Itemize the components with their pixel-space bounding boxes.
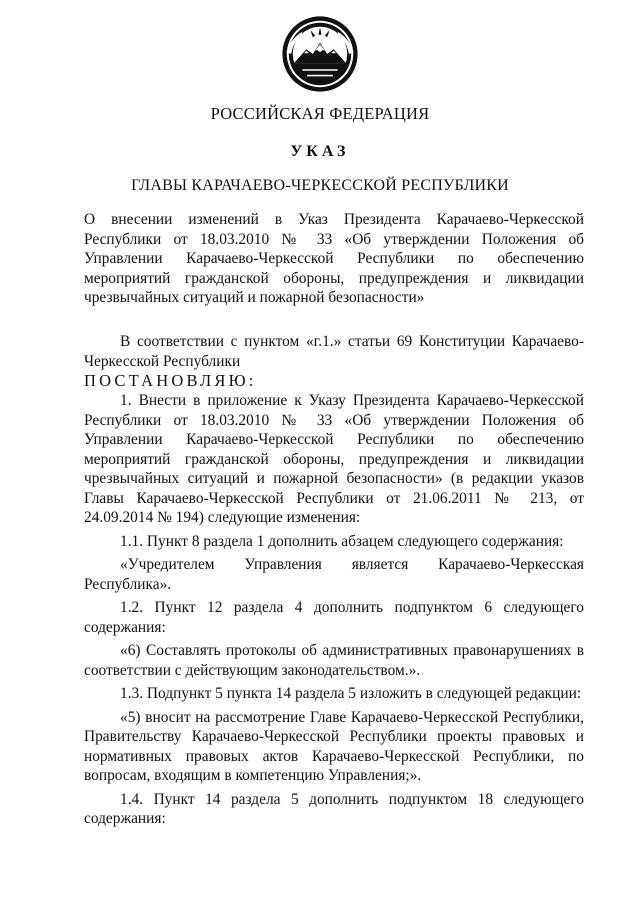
paragraph-1-3-text: «5) вносит на рассмотрение Главе Карачаево-Черкесской Республики, Правительству Карачаево-Черкесской Республики проекты правовых и нормативных правовых актов Карачаево-Черкесской Республики, по вопросам, входящим в компетенцию Управления;».	[84, 708, 584, 784]
paragraph-1-2: 1.2. Пункт 12 раздела 4 дополнить подпунктом 6 следующего содержания:	[84, 599, 584, 636]
document-body	[84, 332, 584, 829]
decree-word: ПОСТАНОВЛЯЮ:	[84, 371, 257, 390]
country-heading: РОССИЙСКАЯ ФЕДЕРАЦИЯ	[210, 104, 430, 123]
paragraph-1-4: 1.4. Пункт 14 раздела 5 дополнить подпунктом 18 следующего содержания:	[84, 790, 584, 827]
preamble-paragraph: В соответствии с пунктом «г.1.» статьи 69 Конституции Карачаево-Черкесской Республики	[84, 333, 584, 370]
issuer-heading: ГЛАВЫ КАРАЧАЕВО-ЧЕРКЕССКОЙ РЕСПУБЛИКИ	[131, 177, 509, 194]
coat-of-arms-icon	[280, 14, 360, 94]
paragraph-1-3: 1.3. Подпункт 5 пункта 14 раздела 5 изложить в следующей редакции:	[120, 685, 582, 702]
paragraph-1-1: 1.1. Пункт 8 раздела 1 дополнить абзацем следующего содержания:	[120, 532, 564, 550]
document-type-heading: УКАЗ	[290, 143, 350, 160]
paragraph-1-1-text: «Учредителем Управления является Карачаево-Черкесская Республика».	[84, 556, 584, 593]
paragraph-1-2-text: «6) Составлять протоколы об административных правонарушениях в соответствии с действующим законодательством.».	[84, 642, 584, 679]
paragraph-1: 1. Внести в приложение к Указу Президента Карачаево-Черкесской Республики от 18.03.2010 № 33 «Об утверждении Положения об Управлении Карачаево-Черкесской Республики по обеспечению мероприятий гражданской обороны, предупреждения и ликвидации чрезвычайных ситуаций и пожарной безопасности» (в редакции указов Главы Карачаево-Черкесской Республики от 21.06.2011 № 213, от 24.09.2014 № 194) следующие изменения:	[84, 392, 584, 526]
document-subject: О внесении изменений в Указ Президента Карачаево-Черкесской Республики от 18.03.2010 № 33 «Об утверждении Положения об Управлении Карачаево-Черкесской Республики по обеспечению мероприятий гражданской обороны, предупреждения и ликвидации чрезвычайных ситуаций и пожарной безопасности»	[84, 211, 584, 306]
